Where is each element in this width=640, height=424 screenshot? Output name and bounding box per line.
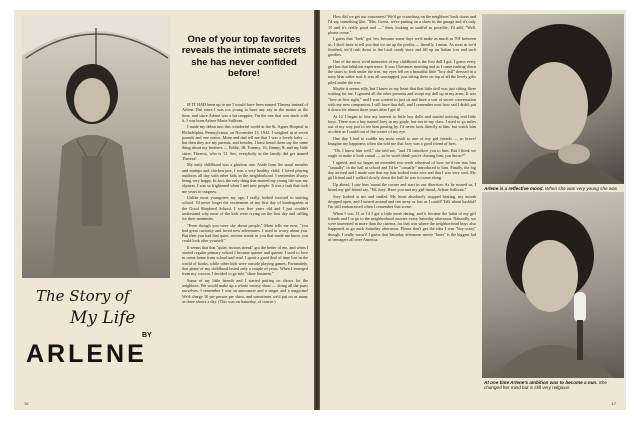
- title-line-1: The Story of: [36, 287, 130, 305]
- paragraph: IF IT HAD been up to me I would have been named Theresa instead of Arlene. But since I was too young to have any say in the matter at the time, and since Arlene was a bit snappier, I'm the one that was stuck with it. I was born Arlene Marie Sullivan.: [182, 102, 308, 123]
- paragraph: I made my debut into this wonderful world at the St. Agnes Hospital in Philadelphia, Pennsylvania, on November 13, 1942. I weighed in at seven pounds and one ounce. Mom and dad tell me that I was a lovely baby — but then they are my parents, and besides, I have heard them say the same thing about my brothers — Eddie, 18; Tommy, 16; Jimmy, 8; and my little sister, Theresa, who is 13. See, everybody in the family did get named Theresa!: [182, 124, 308, 161]
- author-name: ARLENE: [26, 340, 147, 368]
- page-number-left: 16: [24, 401, 29, 406]
- right-body-column: [328, 14, 476, 398]
- magazine-spread: [14, 10, 626, 410]
- paragraph: One day I had to coddle my most crush to one of my girl friends — so brave! Imagine my happiness when she told me that Joey was a good friend of hers.: [328, 135, 476, 147]
- paragraph: My early childhood was a glorious one. Aside from the usual measles and mumps and chicken pox, I was a very healthy child. I loved playing outdoors all day with other kids in the neighborhood. I remember always being very happy. In fact, the only thing that marred my young life was my shyness. I was so frightened when I met new people. It was a trait that took me years to outgrow.: [182, 162, 308, 194]
- paragraph: Up ahead, I saw him 'round the corner and start in our direction. As he neared us, I heard my girl friend say, "Hi, Joey. Have you met my girl friend, Arlene Sullivan.": [328, 181, 476, 193]
- caption-reflective-text: When she was very young she was: [545, 186, 618, 191]
- caption-reflective-bold: Arlene is a reflective mood.: [484, 186, 544, 191]
- caption-microphone-text: She changed her mind but is still very religious.: [484, 380, 607, 391]
- photo-reflective-mood: [482, 14, 624, 184]
- paragraph: Unlike most youngsters my age, I really looked forward to starting school. I'd never forget the excitement of my first day of kindergarten at the Good Shepherd School. I was five years old and I just couldn't understand why most of the kids were crying on the first day and calling for their mommies.: [182, 195, 308, 222]
- paragraph: One of the most vivid memories of my childhood is the first doll I got. I guess every girl has that fabulous experience. It was Christmas morning and as I came rushing down the stairs to look under the tree, my eyes fell on a beautiful little "boy doll" dressed in a navy blue sailor suit. It was all unwrapped, just sitting there on top of all the lovely gifts piled under the tree.: [328, 58, 476, 85]
- article-headline: One of your top favorites reveals the intimate secrets she has never confided before!: [181, 34, 307, 80]
- paragraph: Some of my little friends and I started putting on shows for the neighbors. We would make up a whole variety show — doing all the parts ourselves. I remember I was an announcer and a singer and a magician! We'd charge 10 per person per show, and sometimes we'd put on as many as three shows a day. (This was on Saturday, of course.): [182, 277, 308, 304]
- paragraph: When I was 13 or 14 I got a little more daring, and it became the habit of my girl friends and I to go to the neighborhood movies every Saturday afternoon. Naturally, we were interested in more than the cinema, for that was where the neighborhood boys also happened to go each Saturday afternoon. Please don't get the idea I was "boy-crazy" though. I really wasn't! I guess that Saturday afternoon movie "lines" is the biggest fad of teenagers all over America.: [328, 210, 476, 242]
- photo-microphone: [482, 192, 624, 378]
- paragraph: At 12 I began to lose my interest in little boy dolls and started noticing real little boys. There was a boy named Joey in my grade, but not in my class. I used to go miles out of my way just to see him passing by. I'd never look directly at him, but watch him as often as I could out of the corner of my eye.: [328, 113, 476, 135]
- left-page: [14, 10, 314, 410]
- title-line-2: My Life: [70, 308, 136, 328]
- paragraph: I guess that "look" got 'em, because some days we'd make as much as 70¢ between us. I don't have to tell you that we ate up the profits — literally, I mean. As soon as we'd finished, we'd rush down to the local candy store and fill up on Italian ices and such goodies.: [328, 36, 476, 58]
- paragraph: "Oh, I know him well," she told me, "and I'll introduce you to him. But I think we ought to make it look casual — so he won't think you're chasing him, you know?": [328, 147, 476, 159]
- caption-microphone: [484, 380, 622, 391]
- story-title-block: [24, 284, 174, 402]
- umbrella-portrait-illustration: [22, 16, 170, 278]
- right-page: [320, 10, 626, 410]
- byline-by: BY: [142, 332, 152, 339]
- microphone-portrait-illustration: [482, 192, 624, 378]
- left-body-column: [182, 102, 308, 398]
- paragraph: I agreed, and we began an extended two-week rehearsal of how we'd run into him "casually" in the hall at school and I'd be "casually" introduced to him. Finally, the big day arrived and I made sure that my hair looked extra nice and that I was very cool. My girl friend and I walked slowly down the hall he was to come along.: [328, 159, 476, 181]
- paragraph: How did we get our customers? We'd go scratching on the neighbors' back doors and I'd say something like, "Mrs. Green, we're putting on a show in the garage and it's only 1¢ and it's really good and —" then, looking as soulful as possible, I'd add, "Well, please come.": [328, 14, 476, 35]
- paragraph: Joey looked at me and smiled. My heart absolutely stopped beating, my mouth dropped open, and I turned around and ran away as fast as I could! Talk about bashful! I'm still embarrassed when I remember that scene.: [328, 193, 476, 210]
- caption-microphone-bold: At one time Arlene's ambition was to become a nun.: [484, 380, 598, 385]
- photo-girl-with-umbrella: [22, 16, 170, 278]
- paragraph: It seems that that "quiet, serious streak" got the better of me, and when I started regular primary school I became quieter and quieter. I used to love to come home from school and read. I spent a good deal of time lost in the world of books, while other kids were outside playing games. Fortunately, that phase of my childhood lasted only a couple of years. When I emerged from my cocoon, I decided to go into "show business.": [182, 244, 308, 277]
- paragraph: Maybe it seems silly, but I knew in my heart that that little doll was just sitting there waiting for me. I ignored all the other presents and swept my doll up in my arms. It was "love at first sight," and I was content to just sit and have a sort of secret conversation with my new companion. I still have that doll, and I remember now how sad I didn't put it down for almost three years after I got it!: [328, 86, 476, 113]
- reflective-portrait-illustration: [482, 14, 624, 184]
- page-number-right: 17: [611, 401, 616, 406]
- paragraph: "Even though you were shy about people," Mom tells me now, "you had great curiosity and loved new adventures. I used to worry about you. But then you had that quiet, serious streak in you that made me know you could look after yourself.": [182, 222, 308, 244]
